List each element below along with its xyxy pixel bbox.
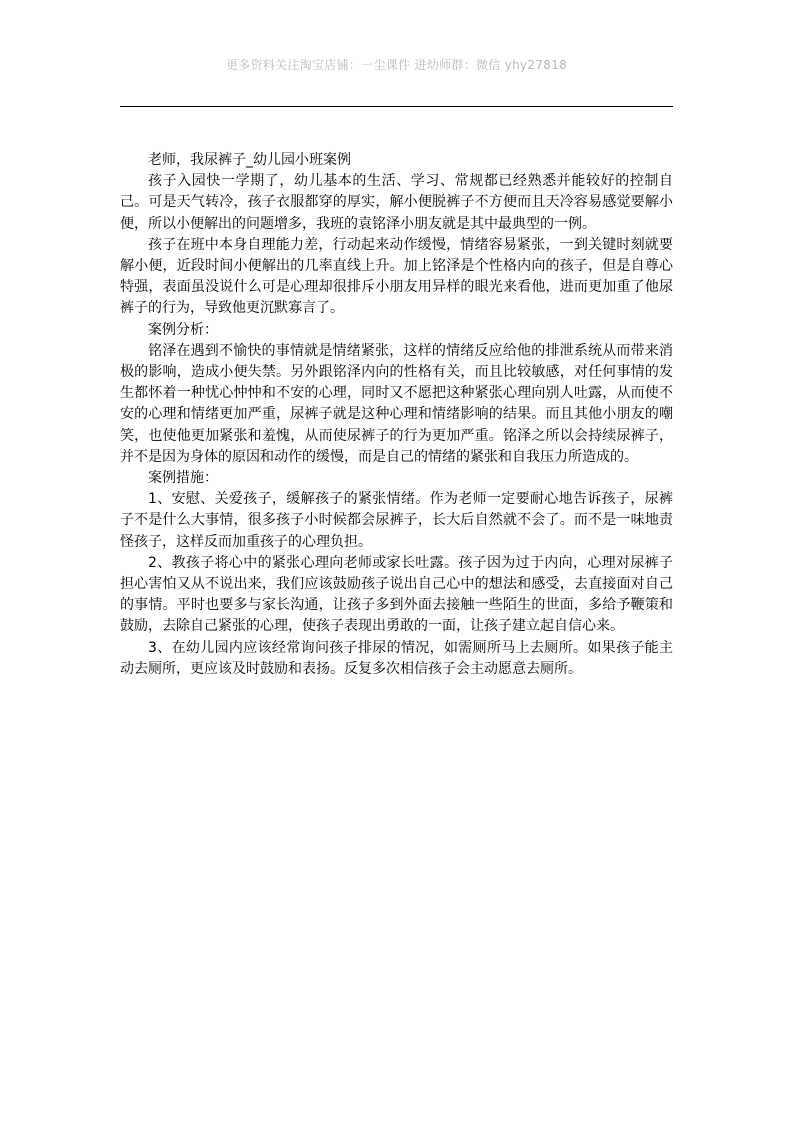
document-title: 老师，我尿裤子_幼儿园小班案例 — [148, 152, 351, 168]
paragraph-background: 孩子在班中本身自理能力差，行动起来动作缓慢，情绪容易紧张，一到关键时刻就要解小便，近段时间小便解出的几率直线上升。加上铭泽是个性格内向的孩子，但是自尊心特强，表面虽没说什么可是心理却很排斥小朋友用异样的眼光来看他，进而更加重了他尿裤子的行为，导致他更沉默寡言了。 — [120, 236, 673, 317]
measure-item-1: 1、安慰、关爱孩子，缓解孩子的紧张情绪。作为老师一定要耐心地告诉孩子，尿裤子不是什么大事情，很多孩子小时候都会尿裤子，长大后自然就不会了。而不是一味地责怪孩子，这样反而加重孩子的心理负担。 — [120, 491, 673, 550]
paragraph-intro: 孩子入园快一学期了，幼儿基本的生活、学习、常规都已经熟悉并能较好的控制自己。可是天气转冷，孩子衣服都穿的厚实，解小便脱裤子不方便而且天冷容易感觉要解小便，所以小便解出的问题增多，我班的袁铭泽小朋友就是其中最典型的一例。 — [120, 173, 673, 232]
header-divider — [120, 106, 673, 107]
measure-item-3: 3、在幼儿园内应该经常询问孩子排尿的情况，如需厕所马上去厕所。如果孩子能主动去厕所，更应该及时鼓励和表扬。反复多次相信孩子会主动愿意去厕所。 — [120, 639, 673, 677]
section-heading-measures: 案例措施： — [148, 470, 218, 487]
page-header-watermark: 更多资料关注淘宝店铺：一尘课件 进幼师群：微信 yhy27818 — [225, 58, 568, 72]
paragraph-analysis: 铭泽在遇到不愉快的事情就是情绪紧张，这样的情绪反应给他的排泄系统从而带来消极的影响，造成小便失禁。另外跟铭泽内向的性格有关，而且比较敏感，对任何事情的发生都怀着一种忧心忡忡和不安的心理，同时又不愿把这种紧张心理向别人吐露，从而使不安的心理和情绪更加严重，尿裤子就是这种心理和情绪影响的结果。而且其他小朋友的嘲笑，也使他更加紧张和羞愧，从而使尿裤子的行为更加严重。铭泽之所以会持续尿裤子，并不是因为身体的原因和动作的缓慢，而是自己的情绪的紧张和自我压力所造成的。 — [120, 342, 673, 465]
measure-item-2: 2、教孩子将心中的紧张心理向老师或家长吐露。孩子因为过于内向，心理对尿裤子担心害怕又从不说出来，我们应该鼓励孩子说出自己心中的想法和感受，去直接面对自己的事情。平时也要多与家长沟通，让孩子多到外面去接触一些陌生的世面，多给予鞭策和鼓励，去除自己紧张的心理，使孩子表现出勇敢的一面，让孩子建立起自信心来。 — [120, 554, 673, 635]
section-heading-analysis: 案例分析： — [148, 321, 218, 338]
document-body — [120, 150, 673, 680]
